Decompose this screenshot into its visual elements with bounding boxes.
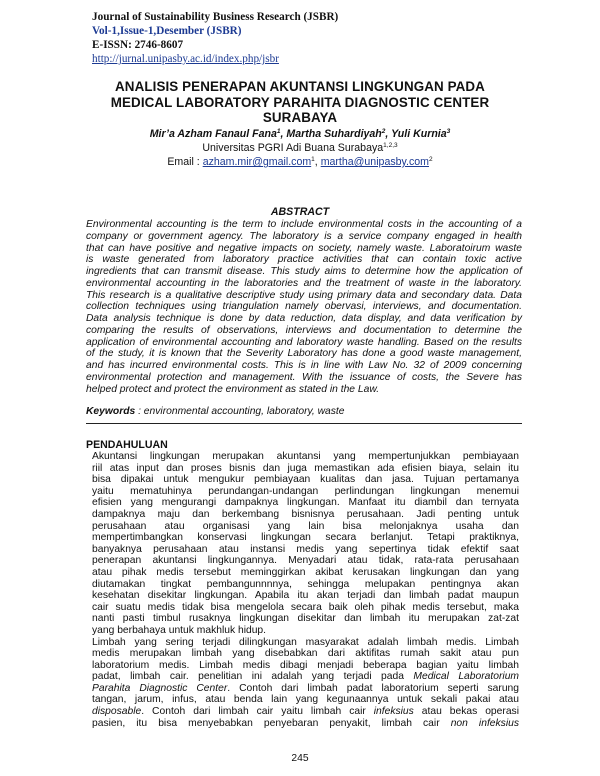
body-line xyxy=(92,463,519,475)
body-text: Akuntansi lingkungan merupakan akuntansi yang mempertunjukkan pembiayaan xyxy=(92,451,519,462)
body-text: yaitu mematuhinya perundangan-undangan perlindungan lingkungan menemui xyxy=(92,485,519,497)
body-line xyxy=(92,671,519,683)
body-text: banyaknya perusahaan atau instansi medis yang sepertinya tidak efektif saat xyxy=(92,543,519,555)
journal-volume: Vol-1,Issue-1,Desember (JSBR) xyxy=(92,25,242,37)
body-line xyxy=(92,486,519,498)
abstract-line: comparing the results of observations, interviews and documentation to determine the xyxy=(86,324,522,336)
abstract-line: that can have positive and negative impacts on society, namely waste. Laboratoirum waste xyxy=(86,242,522,254)
email-line xyxy=(60,155,540,169)
body-text: efisien yang mengurangi dampaknya lingkungan. Manfaat itu diambil dan ternyata xyxy=(92,497,519,509)
body-line xyxy=(92,521,519,533)
abstract-line: collection techniques using triangulation namely obervasi, interviews, and documentation. xyxy=(86,301,522,313)
body-line xyxy=(92,474,519,486)
keywords-line xyxy=(86,406,522,418)
abstract-heading: ABSTRACT xyxy=(270,206,330,218)
title-line: ANALISIS PENERAPAN AKUNTANSI LINGKUNGAN PADA xyxy=(115,79,485,94)
body-text: medis merupakan limbah yang disebabkan dari aktifitas rumah sakit atau pun xyxy=(92,648,519,660)
author-separator: , xyxy=(280,128,287,140)
body-text: pasien, itu bisa menyebabkan penyebaran penyakit, limbah cair xyxy=(92,717,451,729)
email-link[interactable]: azham.mir@gmail.com xyxy=(202,156,312,168)
section-heading: PENDAHULUAN xyxy=(86,439,168,451)
author-name: Martha Suhardiyah xyxy=(286,128,382,140)
abstract-line: helped protect and protect the environment as stated in the Law. xyxy=(86,383,380,395)
email-sup: 1 xyxy=(311,156,315,163)
body-text: Limbah yang sering terjadi dilingkungan masyarakat adalah limbah medis. Limbah xyxy=(92,636,519,648)
author-name: Mir’a Azham Fanaul Fana xyxy=(149,128,277,140)
email-sup: 2 xyxy=(429,156,433,163)
author-block xyxy=(60,127,540,169)
abstract-line: Environmental accounting is the term to include environmental costs in the accounting of a xyxy=(86,219,522,230)
body-text: dampaknya maju dan berkembang bisnisnya perusahaan. Jadi penting untuk xyxy=(92,508,519,520)
body-line xyxy=(92,637,519,649)
keywords-text: : environmental accounting, laboratory, waste xyxy=(135,406,345,417)
body-text: atau bekas operasi xyxy=(413,706,519,718)
paper-title xyxy=(60,79,540,126)
divider xyxy=(86,423,522,424)
title-line: SURABAYA xyxy=(262,110,338,125)
author-sup: 3 xyxy=(446,128,451,135)
abstract-line: and has incurred environmental costs. This is in line with Law No. 32 of 2009 concerning xyxy=(86,360,522,371)
abstract-line: environmental accounting in the laboratories and the treatment of waste in the laboratory. xyxy=(86,277,522,289)
email-label: Email : xyxy=(167,156,203,168)
italic-term: disposable xyxy=(92,706,142,718)
body-line xyxy=(92,718,519,730)
author-name: Yuli Kurnia xyxy=(391,128,447,140)
abstract-line: ingredients that can transmit disease. This study aims to determine how the application of xyxy=(86,266,522,277)
italic-term: Medical Laboratorium xyxy=(413,671,519,683)
email-link[interactable]: martha@unipasby.com xyxy=(320,156,429,168)
body-text: padat, limbah cair. penelitian ini adalah yang terjadi pada xyxy=(92,671,414,683)
body-line xyxy=(92,602,519,614)
author-separator: , xyxy=(385,128,392,140)
journal-url-link[interactable]: http://jurnal.unipasby.ac.id/index.php/jsbr xyxy=(92,53,279,65)
section-body xyxy=(92,451,519,729)
body-line xyxy=(92,532,519,544)
italic-term: Parahita Diagnostic Center xyxy=(92,682,228,694)
body-text: atau pihak medis tersebut meminggirkan akibat kerusakan lingkungan dan yang xyxy=(92,566,519,578)
body-line xyxy=(92,648,519,660)
body-line xyxy=(92,660,519,672)
email-separator: , xyxy=(314,156,321,168)
body-text: tangan, jarum, infus, atau benda lain yang kegunaannya untuk sekali pakai atau xyxy=(92,694,519,706)
body-line xyxy=(92,451,519,463)
body-line xyxy=(92,590,519,602)
affiliation xyxy=(60,141,540,155)
abstract-line: environmental protection and management. With the issuance of costs, the Severe has xyxy=(86,371,522,383)
body-text: penerapan akuntansi lingkungannya. Menyadari atau tidak, rata-rata perusahaan xyxy=(92,555,519,567)
body-text: riil atas input dan proses bisnis dan juga memastikan ada efisien biaya, selain itu xyxy=(92,462,519,474)
journal-name: Journal of Sustainability Business Research (JSBR) xyxy=(92,11,339,23)
body-line xyxy=(92,567,519,579)
title-line: MEDICAL LABORATORY PARAHITA DIAGNOSTIC CENTER xyxy=(110,94,490,110)
italic-term: infeksius xyxy=(373,706,414,718)
body-text: diutamakan tingkat pembangunnnnya, sehingga melupakan pentingnya akan xyxy=(92,578,519,590)
affiliation-text: Universitas PGRI Adi Buana Surabaya xyxy=(202,142,384,154)
abstract-line: This research is a qualitative descriptive study using primary data and secondary data. Data xyxy=(86,289,522,301)
author-names xyxy=(60,127,540,141)
body-line xyxy=(92,613,519,625)
body-line xyxy=(92,544,519,556)
abstract-line: is waste generated from laboratory practice activities that can contain toxic active xyxy=(86,254,522,266)
affiliation-sup: 1,2,3 xyxy=(383,142,398,149)
abstract-line: Data analysis technique is done by data reduction, data display, and data verification by xyxy=(86,313,522,324)
journal-issn: E-ISSN: 2746-8607 xyxy=(92,39,184,51)
body-line xyxy=(92,555,519,567)
body-text: . Contoh dari limbah cair yaitu limbah cair xyxy=(141,706,374,718)
abstract-line: application of environmental accounting and laboratory waste handling. Based on the results xyxy=(86,336,522,348)
author-sup: 2 xyxy=(381,128,386,135)
body-text: mempertimbangkan konservasi lingkungan secara berlanjut. Tetapi praktiknya, xyxy=(92,532,519,544)
italic-term: non infeksius xyxy=(450,717,519,729)
journal-header xyxy=(92,10,512,66)
author-sup: 1 xyxy=(276,128,281,135)
body-line xyxy=(92,579,519,591)
body-line xyxy=(92,509,519,521)
body-line xyxy=(92,497,519,509)
body-text: kesehatan disekitar lingkungan. Apabila itu akan terjadi dan limbah padat maupun xyxy=(92,590,519,602)
body-text: bisa dipakai untuk mengukur pembiayaan kualitas dan jasa. Tujuan pertamanya xyxy=(92,474,519,486)
body-line xyxy=(92,625,519,637)
keywords-label: Keywords xyxy=(86,406,136,417)
body-line xyxy=(92,694,519,706)
body-text: perusahaan atau organisasi yang lain bisa melonjaknya usaha dan xyxy=(92,520,519,532)
abstract-line: of the study, it is known that the Severity Laboratory has done a good waste management, xyxy=(86,348,522,360)
body-text: laboratorium medis. Limbah medis dibagi menjadi beberapa bagian yaitu limbah xyxy=(92,659,519,671)
body-text: nanti pasti timbul rusaknya lingkungan disekitar dan limbah itu merupakan zat-zat xyxy=(92,613,519,625)
page-number: 245 xyxy=(291,753,309,764)
body-text: . Contoh dari limbah padat laboratorium seperti sarung xyxy=(227,682,520,694)
body-text: yang berbahaya untuk makhluk hidup. xyxy=(92,624,267,636)
abstract-line: company or government agency. The laboratory is a service company engaged in health xyxy=(86,230,522,242)
body-line xyxy=(92,706,519,718)
abstract-body xyxy=(86,219,522,395)
body-line xyxy=(92,683,519,695)
body-text: cair suatu medis tidak bisa mengelola secara baik oleh pihak medis tersebut, maka xyxy=(92,601,519,613)
